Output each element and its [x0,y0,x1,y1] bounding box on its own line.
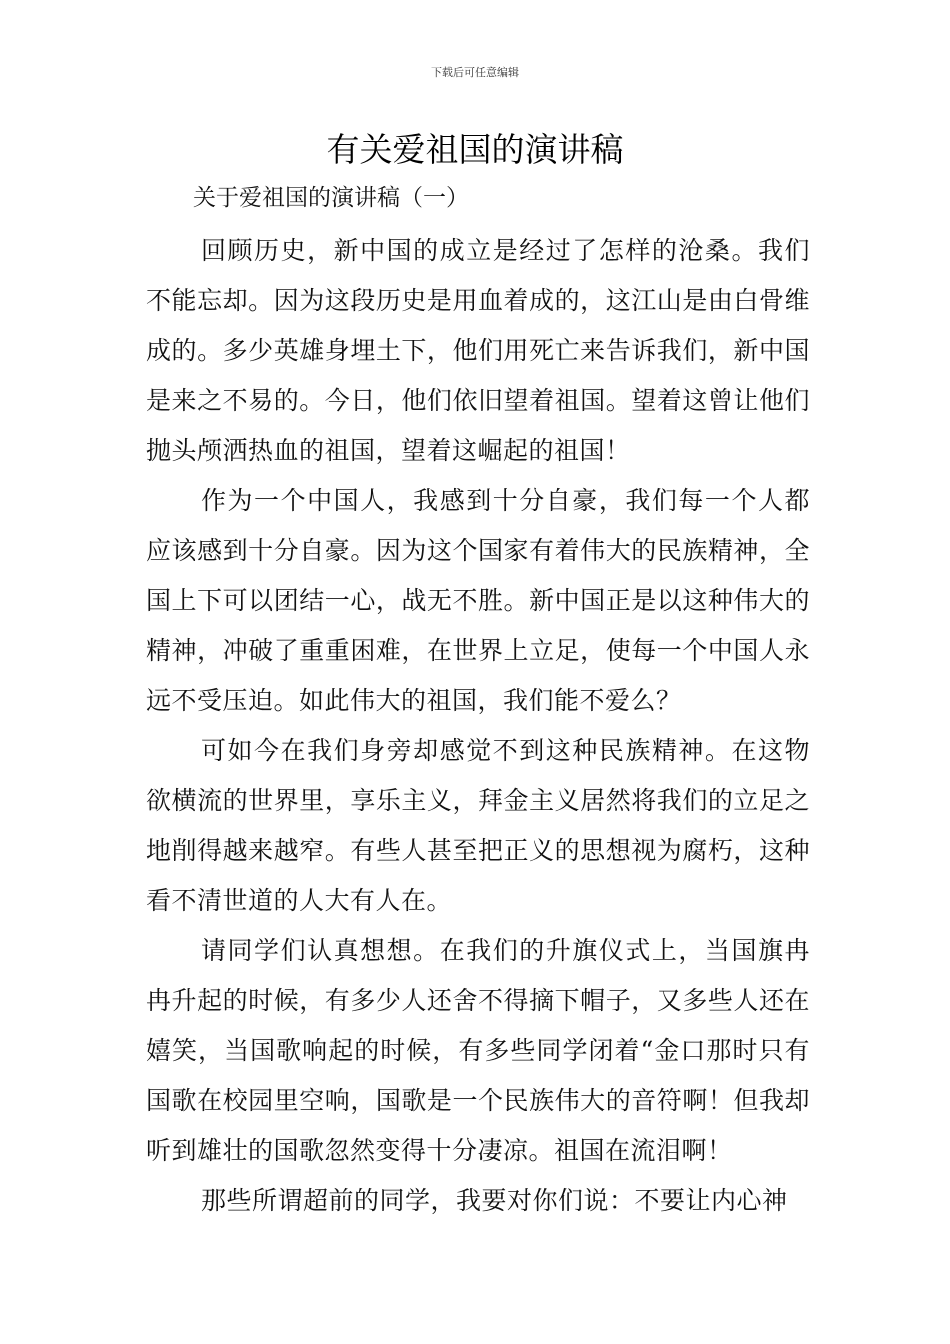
page-header-note: 下载后可任意编辑 [431,66,519,79]
document-body [146,226,810,1226]
paragraph: 请同学们认真想想。在我们的升旗仪式上，当国旗冉冉升起的时候，有多少人还舍不得摘下帽子，又多些人还在嬉笑，当国歌响起的时候，有多些同学闭着“金口那时只有国歌在校园里空响，国歌是一个民族伟大的音符啊！但我却听到雄壮的国歌忽然变得十分凄凉。祖国在流泪啊！ [146,936,810,1165]
paragraph: 作为一个中国人，我感到十分自豪，我们每一个人都应该感到十分自豪。因为这个国家有着伟大的民族精神，全国上下可以团结一心，战无不胜。新中国正是以这种伟大的精神，冲破了重重困难，在世界上立足，使每一个中国人永远不受压迫。如此伟大的祖国，我们能不爱么？ [146,486,810,715]
paragraph: 回顾历史，新中国的成立是经过了怎样的沧桑。我们不能忘却。因为这段历史是用血着成的，这江山是由白骨维成的。多少英雄身埋土下，他们用死亡来告诉我们，新中国是来之不易的。今日，他们依旧望着祖国。望着这曾让他们抛头颅洒热血的祖国，望着这崛起的祖国！ [146,236,810,465]
document-title: 有关爱祖国的演讲稿 [326,130,624,169]
paragraph: 可如今在我们身旁却感觉不到这种民族精神。在这物欲横流的世界里，享乐主义，拜金主义居然将我们的立足之地削得越来越窄。有些人甚至把正义的思想视为腐朽，这种看不清世道的人大有人在。 [146,736,810,915]
paragraph: 那些所谓超前的同学，我要对你们说：不要让内心神 [201,1186,788,1215]
document-subtitle: 关于爱祖国的演讲稿（一） [193,185,469,211]
